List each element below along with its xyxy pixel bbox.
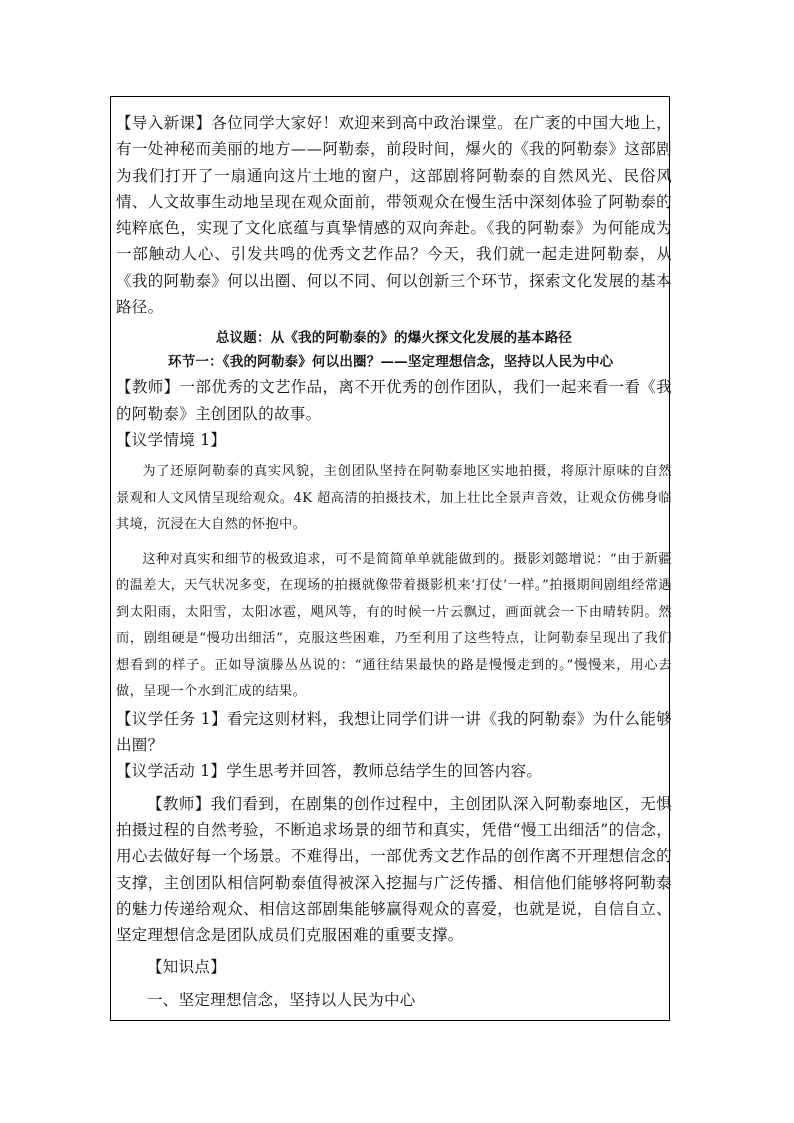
teacher-paragraph-1: 【教师】一部优秀的文艺作品，离不开优秀的创作团队，我们一起来看一看《我的阿勒泰》主创团队的故事。 [116, 378, 672, 423]
task-paragraph: 【议学任务 1】看完这则材料，我想让同学们讲一讲《我的阿勒泰》为什么能够出圈？ [116, 709, 672, 755]
teacher-paragraph-2: 【教师】我们看到，在剧集的创作过程中，主创团队深入阿勒泰地区，无惧拍摄过程的自然考验，不断追求场景的细节和真实，凭借“慢工出细活”的信念，用心去做好每一个场景。不难得出，一部优秀文艺作品的创作离不开理想信念的支撑，主创团队相信阿勒泰值得被深入挖掘与广泛传播、相信他们能够将阿勒泰的魅力传递给观众、相信这部剧集能够赢得观众的喜爱，也就是说，自信自立、坚定理想信念是团队成员们克服困难的重要支撑。 [116, 794, 672, 945]
scenario-paragraph-1: 为了还原阿勒泰的真实风貌，主创团队坚持在阿勒泰地区实地拍摄，将原汁原味的自然景观和人文风情呈现给观众。4K 超高清的拍摄技术，加上壮比全景声音效，让观众仿佛身临其境，沉浸在大自然的怀抱中。 [116, 464, 672, 533]
intro-paragraph: 【导入新课】各位同学大家好！欢迎来到高中政治课堂。在广袤的中国大地上，有一处神秘而美丽的地方——阿勒泰，前段时间，爆火的《我的阿勒泰》这部剧为我们打开了一扇通向这片土地的窗户，这部剧将阿勒泰的自然风光、民俗风情、人文故事生动地呈现在观众面前，带领观众在慢生活中深刻体验了阿勒泰的纯粹底色，实现了文化底蕴与真挚情感的双向奔赴。《我的阿勒泰》为何能成为一部触动人心、引发共鸣的优秀文艺作品？今天，我们就一起走进阿勒泰，从《我的阿勒泰》何以出圈、何以不同、何以创新三个环节，探索文化发展的基本路径。 [116, 114, 672, 317]
knowledge-point-1: 一、坚定理想信念，坚持以人民为中心 [147, 990, 416, 1009]
section-heading: 环节一：《我的阿勒泰》何以出圈？——坚定理想信念，坚持以人民为中心 [168, 354, 614, 371]
main-topic-heading: 总议题：从《我的阿勒泰的》的爆火探文化发展的基本路径 [215, 330, 573, 347]
document-body [116, 110, 672, 1013]
scenario-paragraph-2: 这种对真实和细节的极致追求，可不是简简单单就能做到的。摄影刘懿增说：“由于新疆的温差大，天气状况多变，在现场的拍摄就像带着摄影机来‘打仗’一样。”拍摄期间剧组经常遇到太阳雨，太阳雪，太阳冰雹，飓风等，有的时候一片云飘过，画面就会一下由晴转阴。然而，剧组硬是“慢功出细活”，克服这些困难，乃至利用了这些特点，让阿勒泰呈现出了我们想看到的样子。正如导演滕丛丛说的：“通往结果最快的路是慢慢走到的。”慢慢来，用心去做，呈现一个水到汇成的结果。 [116, 551, 672, 700]
activity-paragraph: 【议学活动 1】学生思考并回答，教师总结学生的回答内容。 [116, 762, 543, 781]
scenario-label: 【议学情境 1】 [116, 430, 227, 449]
knowledge-label: 【知识点】 [147, 958, 227, 977]
